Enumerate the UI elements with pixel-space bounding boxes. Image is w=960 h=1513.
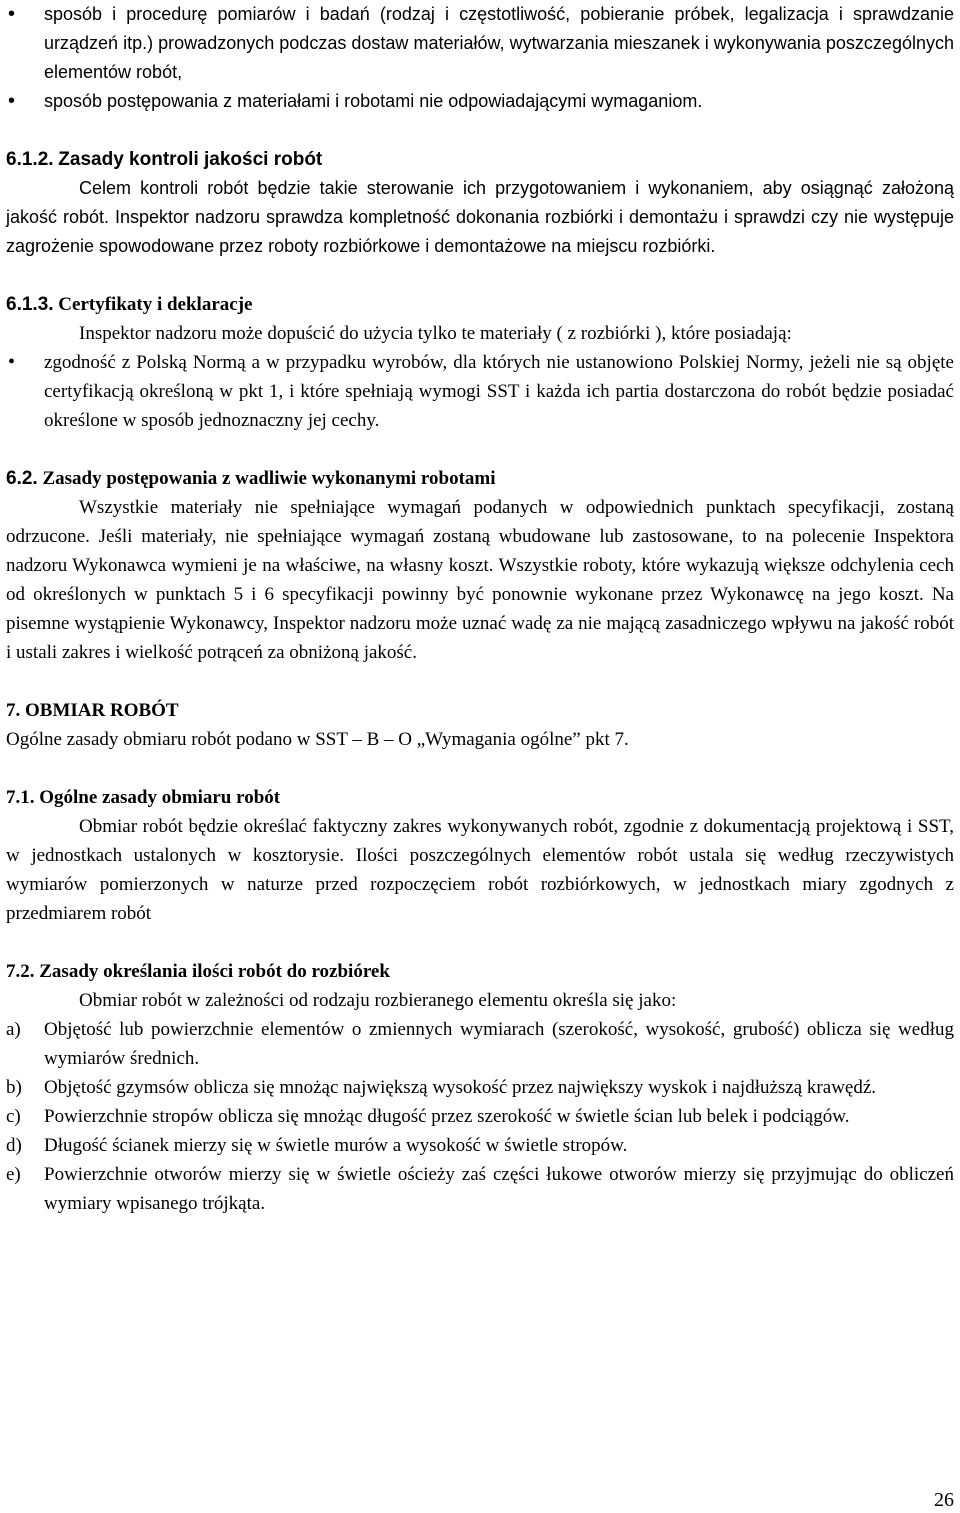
list-item (6, 1102, 954, 1131)
section-heading (6, 957, 954, 986)
section-text: Inspektor nadzoru może dopuścić do użycia tylko te materiały ( z rozbiórki ), które posiadają: (79, 323, 792, 344)
list-item (6, 1073, 954, 1102)
page-number: 26 (934, 1489, 954, 1511)
section-heading (6, 696, 954, 725)
list-letter: d) (6, 1135, 22, 1156)
section-6-1-2 (6, 145, 954, 261)
top-bullet-list (6, 0, 954, 116)
list-letter: e) (6, 1164, 21, 1185)
section-number: 6.2. (6, 468, 38, 489)
list-letter: a) (6, 1019, 21, 1040)
section-title: Ogólne zasady obmiaru robót (39, 787, 281, 808)
section-title: Certyfikaty i deklaracje (58, 294, 253, 315)
list-letter: b) (6, 1077, 22, 1098)
section-text: Celem kontroli robót będzie takie sterowanie ich przygotowaniem i wykonaniem, aby osiągnąć założoną jakość robót. Inspektor nadzoru sprawdza kompletność dokonania rozbiórki i demontażu i sprawdzi czy nie występuje zagrożenie spowodowane przez roboty rozbiórkowe i demontażowe na miejscu rozbiórki. (6, 178, 954, 256)
bullet-item: • zgodność z Polską Normą a w przypadku wyrobów, dla których nie ustanowiono Polskiej Normy, jeżeli nie są objęte certyfikacją określoną w pkt 1, i które spełniają wymogi SST i każda ich partia dostarczona do robót będzie posiadać określone w sposób jednoznaczny jej cechy. (6, 348, 954, 435)
section-number: 7. (6, 700, 21, 721)
lettered-list (6, 1015, 954, 1218)
section-heading (6, 783, 954, 812)
bullet-item: • sposób i procedurę pomiarów i badań (rodzaj i częstotliwość, pobieranie próbek, legalizacja i sprawdzanie urządzeń itp.) prowadzonych podczas dostaw materiałów, wytwarzania mieszanek i wykonywania poszczególnych elementów robót, (6, 0, 954, 87)
list-item (6, 1131, 954, 1160)
section-heading (6, 464, 954, 493)
list-letter: c) (6, 1106, 21, 1127)
document-body (6, 0, 954, 1218)
section-title: Zasady określania ilości robót do rozbiórek (39, 961, 390, 982)
section-6-1-3 (6, 290, 954, 435)
list-item (6, 1160, 954, 1218)
section-number: 7.2. (6, 961, 35, 982)
section-number: 6.1.2. (6, 149, 54, 170)
section-heading (6, 290, 954, 319)
section-7-2 (6, 957, 954, 1218)
section-title: OBMIAR ROBÓT (25, 700, 179, 721)
section-7-1 (6, 783, 954, 928)
section-title: Zasady kontroli jakości robót (58, 149, 323, 170)
section-6-2 (6, 464, 954, 667)
section-number: 6.1.3. (6, 294, 54, 315)
list-item-text: Objętość gzymsów oblicza się mnożąc największą wysokość przez największy wyskok i najdłuższą krawędź. (44, 1077, 877, 1098)
section-number: 7.1. (6, 787, 35, 808)
section-text: Obmiar robót będzie określać faktyczny zakres wykonywanych robót, zgodnie z dokumentacją projektową i SST, w jednostkach ustalonych w kosztorysie. Ilości poszczególnych elementów robót ustala się według rzeczywistych wymiarów pomierzonych w naturze przed rozpoczęciem robót rozbiórkowych, w jednostkach miary zgodnych z przedmiarem robót (6, 816, 954, 924)
section-text: Wszystkie materiały nie spełniające wymagań podanych w odpowiednich punktach specyfikacji, zostaną odrzucone. Jeśli materiały, nie spełniające wymagań zostaną wbudowane lub zastosowane, to na polecenie Inspektora nadzoru Wykonawca wymieni je na właściwe, na własny koszt. Wszystkie roboty, które wykazują większe odchylenia cech od określonych w punktach 5 i 6 specyfikacji powinny być ponownie wykonane przez Wykonawcę na jego koszt. Na pisemne wystąpienie Wykonawcy, Inspektor nadzoru może uznać wadę za nie mającą zasadniczego wpływu na jakość robót i ustali zakres i wielkość potrąceń za obniżoną jakość. (6, 497, 954, 663)
section-7 (6, 696, 954, 754)
list-item-text: Powierzchnie stropów oblicza się mnożąc długość przez szerokość w świetle ścian lub belek i podciągów. (44, 1106, 850, 1127)
section-text: Ogólne zasady obmiaru robót podano w SST – B – O „Wymagania ogólne” pkt 7. (6, 729, 629, 750)
list-item-text: Długość ścianek mierzy się w świetle murów a wysokość w świetle stropów. (44, 1135, 628, 1156)
bullet-list (6, 348, 954, 435)
list-item-text: Powierzchnie otworów mierzy się w świetle ościeży zaś części łukowe otworów mierzy się przyjmując do obliczeń wymiary wpisanego trójkąta. (44, 1164, 954, 1214)
section-text: Obmiar robót w zależności od rodzaju rozbieranego elementu określa się jako: (79, 990, 677, 1011)
list-item-text: Objętość lub powierzchnie elementów o zmiennych wymiarach (szerokość, wysokość, grubość) oblicza się według wymiarów średnich. (44, 1019, 954, 1069)
list-item (6, 1015, 954, 1073)
section-title: Zasady postępowania z wadliwie wykonanymi robotami (42, 468, 496, 489)
section-heading (6, 145, 954, 174)
bullet-item: • sposób postępowania z materiałami i robotami nie odpowiadającymi wymaganiom. (6, 87, 954, 116)
